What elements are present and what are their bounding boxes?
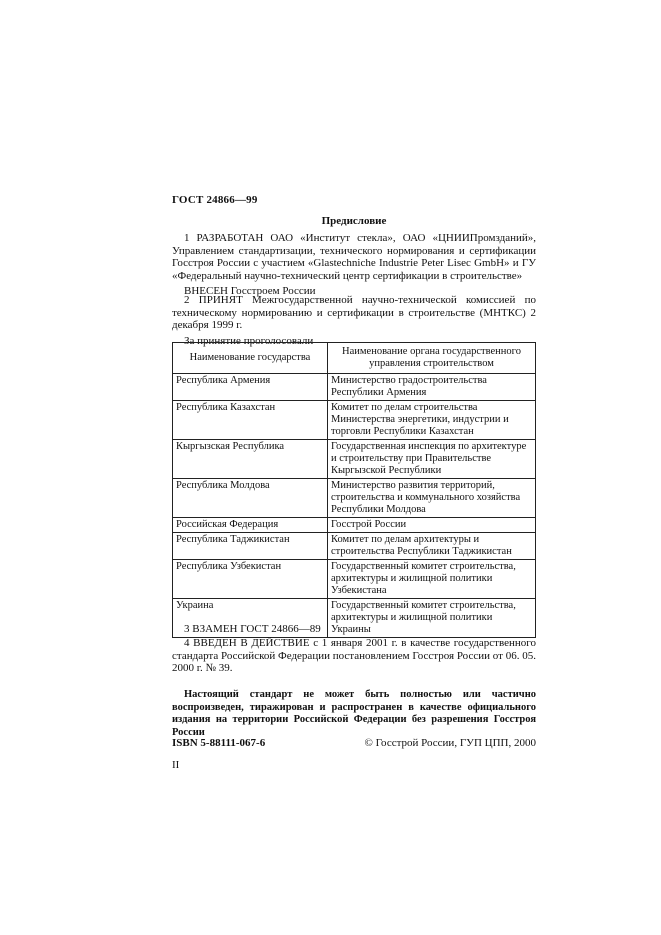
state-name: Республика Таджикистан — [173, 533, 328, 560]
table-row — [173, 533, 536, 560]
authority-name: Комитет по делам архитектуры и строительства Республики Таджикистан — [328, 533, 536, 560]
authority-name: Министерство развития территорий, строительства и коммунального хозяйства Республики Молдова — [328, 479, 536, 518]
table-row — [173, 440, 536, 479]
paragraph-1-text: 1 РАЗРАБОТАН ОАО «Институт стекла», ОАО «ЦНИИПромзданий», Управлением стандартизации, технического нормирования и сертификации Госстроя России с участием «Glastechniche Industrie Peter Lisec GmbH» и ГУ «Федеральный научно-технический центр сертификации в строительстве» — [172, 232, 536, 282]
voting-states-table — [172, 342, 536, 638]
authority-name: Комитет по делам строительства Министерства энергетики, индустрии и торговли Республики Казахстан — [328, 401, 536, 440]
table-row — [173, 374, 536, 401]
paragraph-2-text: 2 ПРИНЯТ Межгосударственной научно-технической комиссией по техническому нормированию и сертификации в строительстве (МНТКС) 2 декабря 1999 г. — [172, 294, 536, 331]
authority-name: Госстрой России — [328, 518, 536, 533]
isbn: ISBN 5-88111-067-6 — [172, 737, 266, 749]
authority-name: Государственный комитет строительства, архитектуры и жилищной политики Узбекистана — [328, 560, 536, 599]
table-row — [173, 401, 536, 440]
notice-text: Настоящий стандарт не может быть полностью или частично воспроизведен, тиражирован и распространен в качестве официального издания на территории Российской Федерации без разрешения Госстроя России — [172, 689, 536, 738]
state-name: Республика Казахстан — [173, 401, 328, 440]
preface-paragraph-2 — [172, 294, 536, 347]
state-name: Кыргызская Республика — [173, 440, 328, 479]
table-row — [173, 518, 536, 533]
effective-date-text: 4 ВВЕДЕН В ДЕЙСТВИЕ с 1 января 2001 г. в качестве государственного стандарта Российской Федерации постановлением Госстроя России от 06. 05. 2000 г. № 39. — [172, 637, 536, 674]
copyright-line: © Госстрой России, ГУП ЦПП, 2000 — [364, 737, 536, 749]
replaces-text: 3 ВЗАМЕН ГОСТ 24866—89 — [184, 623, 321, 635]
state-name: Республика Молдова — [173, 479, 328, 518]
voted-for-text: За принятие проголосовали — [184, 334, 314, 347]
authority-name: Государственный комитет строительства, архитектуры и жилищной политики Украины — [328, 599, 536, 638]
state-name: Украина — [173, 599, 328, 638]
page-number: II — [172, 759, 180, 771]
column-header-authority: Наименование органа государственного управления строительством — [328, 343, 536, 374]
paragraph-4 — [172, 637, 536, 675]
copyright-notice — [172, 689, 536, 739]
state-name: Российская Федерация — [173, 518, 328, 533]
submitted-by-text: ВНЕСЕН Госстроем России — [184, 285, 316, 297]
state-name: Республика Узбекистан — [173, 560, 328, 599]
table-header-row — [173, 343, 536, 374]
authority-name: Государственная инспекция по архитектуре и строительству при Правительстве Кыргызской Республики — [328, 440, 536, 479]
paragraph-3 — [172, 623, 536, 636]
authority-name: Министерство градостроительства Республики Армения — [328, 374, 536, 401]
column-header-state: Наименование государства — [173, 343, 328, 374]
state-name: Республика Армения — [173, 374, 328, 401]
table-row — [173, 560, 536, 599]
preface-title: Предисловие — [321, 215, 387, 227]
preface-paragraph-1 — [172, 232, 536, 298]
table-row — [173, 479, 536, 518]
document-code: ГОСТ 24866—99 — [172, 194, 258, 206]
